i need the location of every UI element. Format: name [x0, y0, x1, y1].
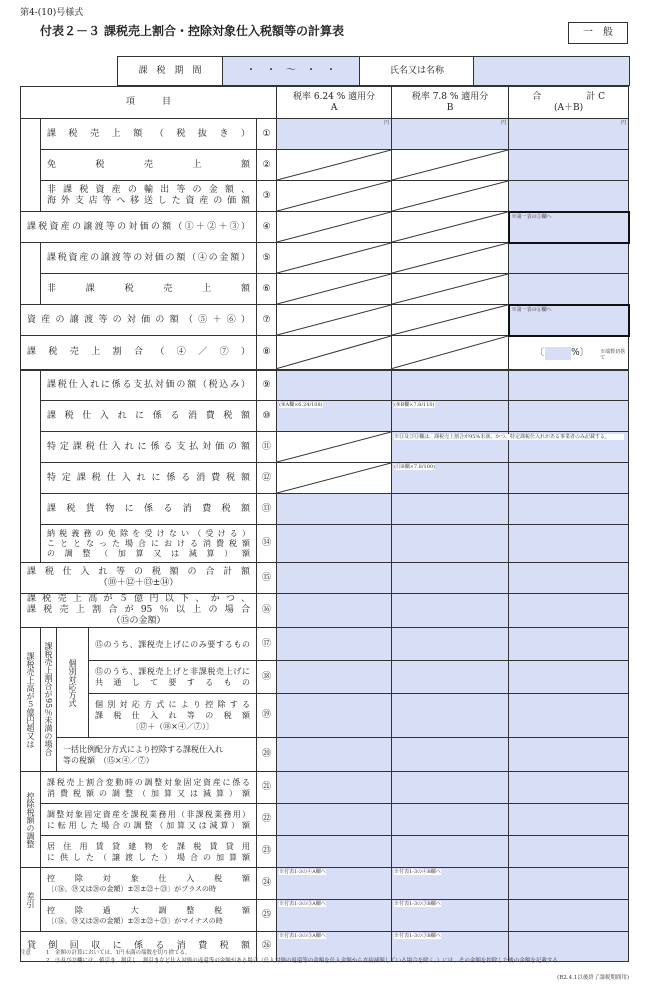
side-label: 課税売上割合が95％未満の場合: [41, 628, 57, 772]
header-col-c-letter: C: [598, 91, 605, 102]
input-24c[interactable]: [509, 868, 629, 900]
input-21a[interactable]: [277, 772, 392, 804]
row-number: ④: [257, 212, 277, 243]
table-row: [21, 738, 629, 772]
disabled-cell: [392, 336, 509, 370]
table-row: [21, 119, 629, 150]
row-label-line2: 海外支店等へ移送した資産の価額: [47, 196, 250, 206]
input-21c[interactable]: [509, 772, 629, 804]
footer-version: (R2.4.1以後終了課税期間用): [557, 975, 629, 981]
input-14a[interactable]: [277, 525, 392, 563]
header-col-a-letter: A: [330, 102, 338, 113]
pct-unit: %〕: [571, 347, 589, 358]
input-21b[interactable]: [392, 772, 509, 804]
page-title: 課税売上割合・控除対象仕入税額等の計算表: [104, 24, 345, 38]
note-2: 2 ⑨及び⑫欄には、値引き、割戻し、割引きなど仕入対価の返還等の金額がある場合（仕入対価の返還等の金額を仕入金額から直接減額している場合を除く。）には、その金額を控除した後の金額を記載する。: [46, 958, 564, 964]
table-row: [21, 694, 629, 738]
input-13b[interactable]: [392, 494, 509, 525]
table-row: [21, 463, 629, 494]
table-row: [21, 274, 629, 305]
row-label: 課 税 売 上 額 （ 税 抜 き ）: [41, 119, 257, 150]
input-9c[interactable]: [509, 370, 629, 401]
row-label-line1: 調整対象固定資産を課税業務用（非課税業務用）: [47, 809, 250, 819]
period-input[interactable]: ・ ・ 〜 ・ ・: [222, 57, 359, 85]
table-row: [21, 868, 629, 900]
disabled-cell: [392, 181, 509, 212]
row-number: ㉕: [257, 900, 277, 932]
input-18c[interactable]: [509, 661, 629, 694]
table-row: [21, 525, 629, 563]
row-label: [41, 525, 257, 563]
row-label: 免 税 売 上 額: [41, 150, 257, 181]
input-4c[interactable]: [509, 212, 629, 243]
input-8c[interactable]: [545, 347, 571, 360]
row-label-line1: 非課税資産の輸出等の金額、: [47, 185, 250, 195]
cell-note: ※第一表の⑤欄へ: [511, 213, 552, 220]
input-1b[interactable]: [392, 119, 509, 150]
input-6c[interactable]: [509, 274, 629, 305]
row-number: ⑳: [257, 738, 277, 772]
disabled-cell: [392, 243, 509, 274]
row-number: ⑬: [257, 494, 277, 525]
input-20b[interactable]: [392, 738, 509, 772]
input-22a[interactable]: [277, 804, 392, 836]
input-14c[interactable]: [509, 525, 629, 563]
table-row: [21, 563, 629, 594]
input-9b[interactable]: [392, 370, 509, 401]
row-label: 資産の譲渡等の対価の額（⑤＋⑥）: [21, 305, 257, 336]
row-label: [41, 836, 257, 868]
cell-note: ※付表1-3の③A欄へ: [279, 933, 326, 939]
input-18a[interactable]: [277, 661, 392, 694]
disabled-cell: [277, 150, 392, 181]
row-number: ⑫: [257, 463, 277, 494]
row-label-line1: 居住用賃貸建物を課税賃貸用: [47, 841, 250, 851]
row-label: [41, 181, 257, 212]
input-25b[interactable]: [392, 900, 509, 932]
input-15b[interactable]: [392, 563, 509, 594]
row-label: 課税仕入れに係る支払対価の額（税込み）: [41, 370, 257, 401]
cell-note: (⑨B欄×7.8/110): [394, 402, 435, 408]
row-label: 課税資産の譲渡等の対価の額（①＋②＋③）: [21, 212, 257, 243]
row-number: ⑧: [257, 336, 277, 370]
table-row: [21, 494, 629, 525]
row-label: [41, 772, 257, 804]
row-number: ⑯: [257, 594, 277, 628]
row-label-line3: の調整（加算又は減算）額: [47, 548, 250, 558]
header-col-c: [509, 87, 629, 119]
disabled-cell: [392, 305, 509, 336]
table-row: [21, 900, 629, 932]
category-badge: 一 般: [568, 22, 628, 44]
row-number: ⑤: [257, 243, 277, 274]
row-label: 課 税 仕 入 れ に 係 る 消 費 税 額: [41, 401, 257, 432]
row-label: [89, 694, 257, 738]
row-label-line1: 控 除 過 大 調 整 税 額: [47, 905, 250, 915]
disabled-cell: [277, 181, 392, 212]
input-26a[interactable]: [277, 932, 392, 962]
disabled-cell: [392, 150, 509, 181]
input-1c[interactable]: [509, 119, 629, 150]
disabled-cell: [277, 274, 392, 305]
input-13c[interactable]: [509, 494, 629, 525]
input-18b[interactable]: [392, 661, 509, 694]
input-26b[interactable]: [392, 932, 509, 962]
row-label: [89, 661, 257, 694]
input-17b[interactable]: [392, 628, 509, 661]
input-19c[interactable]: [509, 694, 629, 738]
input-23c[interactable]: [509, 836, 629, 868]
row-number: ⑥: [257, 274, 277, 305]
input-25c[interactable]: [509, 900, 629, 932]
input-20c[interactable]: [509, 738, 629, 772]
row-label-line1: ⑮のうち、課税売上げと非課税売上げに: [95, 667, 250, 676]
row-label: [21, 563, 257, 594]
row-number: ㉖: [257, 932, 277, 962]
pct-bracket: 〔: [535, 347, 545, 358]
table-row: [21, 628, 629, 661]
input-10a[interactable]: [277, 401, 392, 432]
table-row: [21, 804, 629, 836]
row-number: ㉔: [257, 868, 277, 900]
input-17c[interactable]: [509, 628, 629, 661]
cell-note: ※付表1-3の③A欄へ: [279, 901, 326, 907]
row-label: ⑮のうち、課税売上げにのみ要するもの: [89, 628, 257, 661]
cell-note: ※⑪及び⑫欄は、課税売上割合が95%未満、かつ、特定課税仕入れがある事業者のみ記載する。: [394, 434, 624, 440]
cell-note: (⑨A欄×6.24/108): [279, 402, 323, 408]
note-1: 1 金額の計算においては、1円未満の端数を切り捨てる。: [46, 950, 191, 956]
disabled-cell: [392, 212, 509, 243]
input-19a[interactable]: [277, 694, 392, 738]
input-13a[interactable]: [277, 494, 392, 525]
calc-table: [20, 86, 630, 962]
row-number: ⑨: [257, 370, 277, 401]
input-7c[interactable]: [509, 305, 629, 336]
input-20a[interactable]: [277, 738, 392, 772]
row-label-line2: に転用した場合の調整（加算又は減算）額: [47, 820, 250, 830]
row-number: ㉑: [257, 772, 277, 804]
cell-note: ※第一表の⑥欄へ: [511, 306, 552, 313]
row-label-line1: 納税義務の免除を受けない（受ける）: [47, 528, 250, 538]
input-16b[interactable]: [392, 594, 509, 628]
header-col-a: [277, 87, 392, 119]
table-row: [21, 432, 629, 463]
row-number: ㉓: [257, 836, 277, 868]
cell-note: ※付表1-3の④A欄へ: [279, 869, 326, 875]
row-label-line3: 〔⑰＋（⑱×④／⑦）〕: [131, 722, 214, 731]
ratio-cell: [509, 336, 629, 370]
table-row: [21, 401, 629, 432]
row-label: 特定課税仕入れに係る支払対価の額: [41, 432, 257, 463]
row-number: ⑦: [257, 305, 277, 336]
row-label: 非 課 税 売 上 額: [41, 274, 257, 305]
row-number: ⑭: [257, 525, 277, 563]
row-label: 課税資産の譲渡等の対価の額（④の金額）: [41, 243, 257, 274]
input-24b[interactable]: [392, 868, 509, 900]
row-label: [41, 868, 257, 900]
table-row: [21, 594, 629, 628]
disabled-cell: [392, 274, 509, 305]
row-label: [41, 900, 257, 932]
name-input[interactable]: [473, 57, 629, 85]
row-label-line1: 課税売上割合変動時の調整対象固定資産に係る: [47, 777, 250, 787]
input-19b[interactable]: [392, 694, 509, 738]
input-16c[interactable]: [509, 594, 629, 628]
header-col-b-letter: B: [446, 102, 454, 113]
row-number: ③: [257, 181, 277, 212]
input-10b[interactable]: [392, 401, 509, 432]
row-label: 貸 倒 回 収 に 係 る 消 費 税 額: [21, 932, 257, 962]
input-12b[interactable]: [392, 463, 509, 494]
input-11b[interactable]: [392, 432, 610, 463]
row-number: ⑲: [257, 694, 277, 738]
input-10c[interactable]: [509, 401, 629, 432]
notes-label: 注意: [20, 950, 32, 956]
name-label: 氏名又は名称: [359, 57, 474, 85]
table-row: [21, 836, 629, 868]
input-24a[interactable]: [277, 868, 392, 900]
row-label-line1: 一括比例配分方式により控除する課税仕入れ: [63, 744, 223, 754]
row-label-line2: 消費税額の調整（加算又は減算）額: [47, 788, 250, 798]
cell-note: ※付表1-3の③B欄へ: [394, 933, 441, 939]
input-25a[interactable]: [277, 900, 392, 932]
header-col-b: [392, 87, 509, 119]
row-label-line2: 等の税額 （⑮×④／⑦）: [63, 755, 154, 765]
input-5c[interactable]: [509, 243, 629, 274]
row-label-line1: 控 除 対 象 仕 入 税 額: [47, 873, 250, 883]
cell-note: ※付表1-3の③B欄へ: [394, 901, 441, 907]
row-label-line2: こととなった場合における消費税額: [47, 538, 250, 548]
input-12c[interactable]: [509, 463, 629, 494]
input-2c[interactable]: [509, 150, 629, 181]
row-label-line1: 課税売上高が５億円以下、かつ、: [27, 594, 250, 604]
table-row: [21, 181, 629, 212]
input-16a[interactable]: [277, 594, 392, 628]
row-number: ⑱: [257, 661, 277, 694]
row-label-line2: 〔（⑯、⑲又は⑳の金額）±㉑±㉒＋㉓〕がマイナスの時: [47, 916, 223, 925]
input-23a[interactable]: [277, 836, 392, 868]
row-label: 特 定 課 税 仕 入 れ に 係 る 消 費 税 額: [41, 463, 257, 494]
table-row: [21, 932, 629, 962]
title-prefix: 付表２－３: [40, 24, 101, 38]
header-item: 項 目: [21, 87, 277, 119]
input-14b[interactable]: [392, 525, 509, 563]
row-number: ⑮: [257, 563, 277, 594]
row-number: ⑰: [257, 628, 277, 661]
table-row: [21, 370, 629, 401]
row-label-line2: 〔（⑯、⑲又は⑳の金額）±㉑±㉒＋㉓〕がプラスの時: [47, 884, 217, 893]
row-label-line2: 課税売上割合が95％以上の場合: [27, 605, 250, 615]
table-row: [21, 772, 629, 804]
row-label-line1: 課税仕入れ等の税額の合計額: [27, 567, 250, 577]
period-label: 課 税 期 間: [138, 66, 202, 76]
input-22b[interactable]: [392, 804, 509, 836]
table-row: [21, 305, 629, 336]
side-label: 差引: [21, 868, 41, 932]
disabled-cell: [277, 336, 392, 370]
side-label: 控除税額の調整: [21, 772, 41, 868]
row-number: ⑪: [257, 432, 277, 463]
row-number: ⑩: [257, 401, 277, 432]
yen-unit: 円: [621, 120, 627, 126]
table-row: [21, 661, 629, 694]
header-col-c-total: 合 計: [532, 91, 596, 102]
input-3c[interactable]: [509, 181, 629, 212]
cell-note: (⑪B欄×7.8/100): [394, 464, 436, 470]
row-label: 課 税 貨 物 に 係 る 消 費 税 額: [41, 494, 257, 525]
input-15c[interactable]: [509, 563, 629, 594]
disabled-cell: [277, 463, 392, 494]
disabled-cell: [277, 305, 392, 336]
yen-unit: 円: [501, 120, 507, 126]
header-col-a-rate: 税率 6.24 % 適用分: [292, 91, 376, 102]
row-label: [57, 738, 257, 772]
disabled-cell: [277, 243, 392, 274]
header-row: [21, 87, 629, 119]
disabled-cell: [277, 432, 392, 463]
disabled-cell: [277, 212, 392, 243]
row-label: [41, 804, 257, 836]
row-number: ②: [257, 150, 277, 181]
row-label-line2: （⑩＋⑫＋⑬±⑭）: [98, 578, 179, 588]
input-23b[interactable]: [392, 836, 509, 868]
row-number: ①: [257, 119, 277, 150]
yen-unit: 円: [384, 120, 390, 126]
header-col-c-formula: (A＋B): [554, 102, 584, 113]
input-26c[interactable]: [509, 932, 629, 962]
table-row: [21, 150, 629, 181]
row-label: [21, 594, 257, 628]
side-label: 個別対応方式: [57, 628, 89, 738]
input-15a[interactable]: [277, 563, 392, 594]
form-id: 第4-(10)号様式: [20, 8, 84, 18]
input-17a[interactable]: [277, 628, 392, 661]
table-row: [21, 212, 629, 243]
side-label: 課税売上高が５億円超又は: [21, 628, 41, 772]
input-9a[interactable]: [277, 370, 392, 401]
period-row: [117, 56, 630, 86]
cell-note: ※付表1-3の④B欄へ: [394, 869, 441, 875]
row-label-line2: に供した（譲渡した）場合の加算額: [47, 852, 250, 862]
input-22c[interactable]: [509, 804, 629, 836]
header-col-b-rate: 税率 7.8 % 適用分: [411, 91, 489, 102]
row-label-line2: 共 通 し て 要 す る も の: [95, 678, 250, 687]
table-row: [21, 243, 629, 274]
row-label-line3: （⑮の金額）: [111, 616, 166, 626]
row-label-line1: 個別対応方式により控除する: [95, 700, 250, 709]
input-1a[interactable]: [277, 119, 392, 150]
row-label-line2: 課税仕入れ等の税額: [95, 711, 250, 720]
table-row: [21, 336, 629, 370]
cell-note: ※端数切捨て: [600, 348, 626, 361]
row-number: ㉒: [257, 804, 277, 836]
row-label: 課 税 売 上 割 合 （ ④ ／ ⑦ ）: [21, 336, 257, 370]
